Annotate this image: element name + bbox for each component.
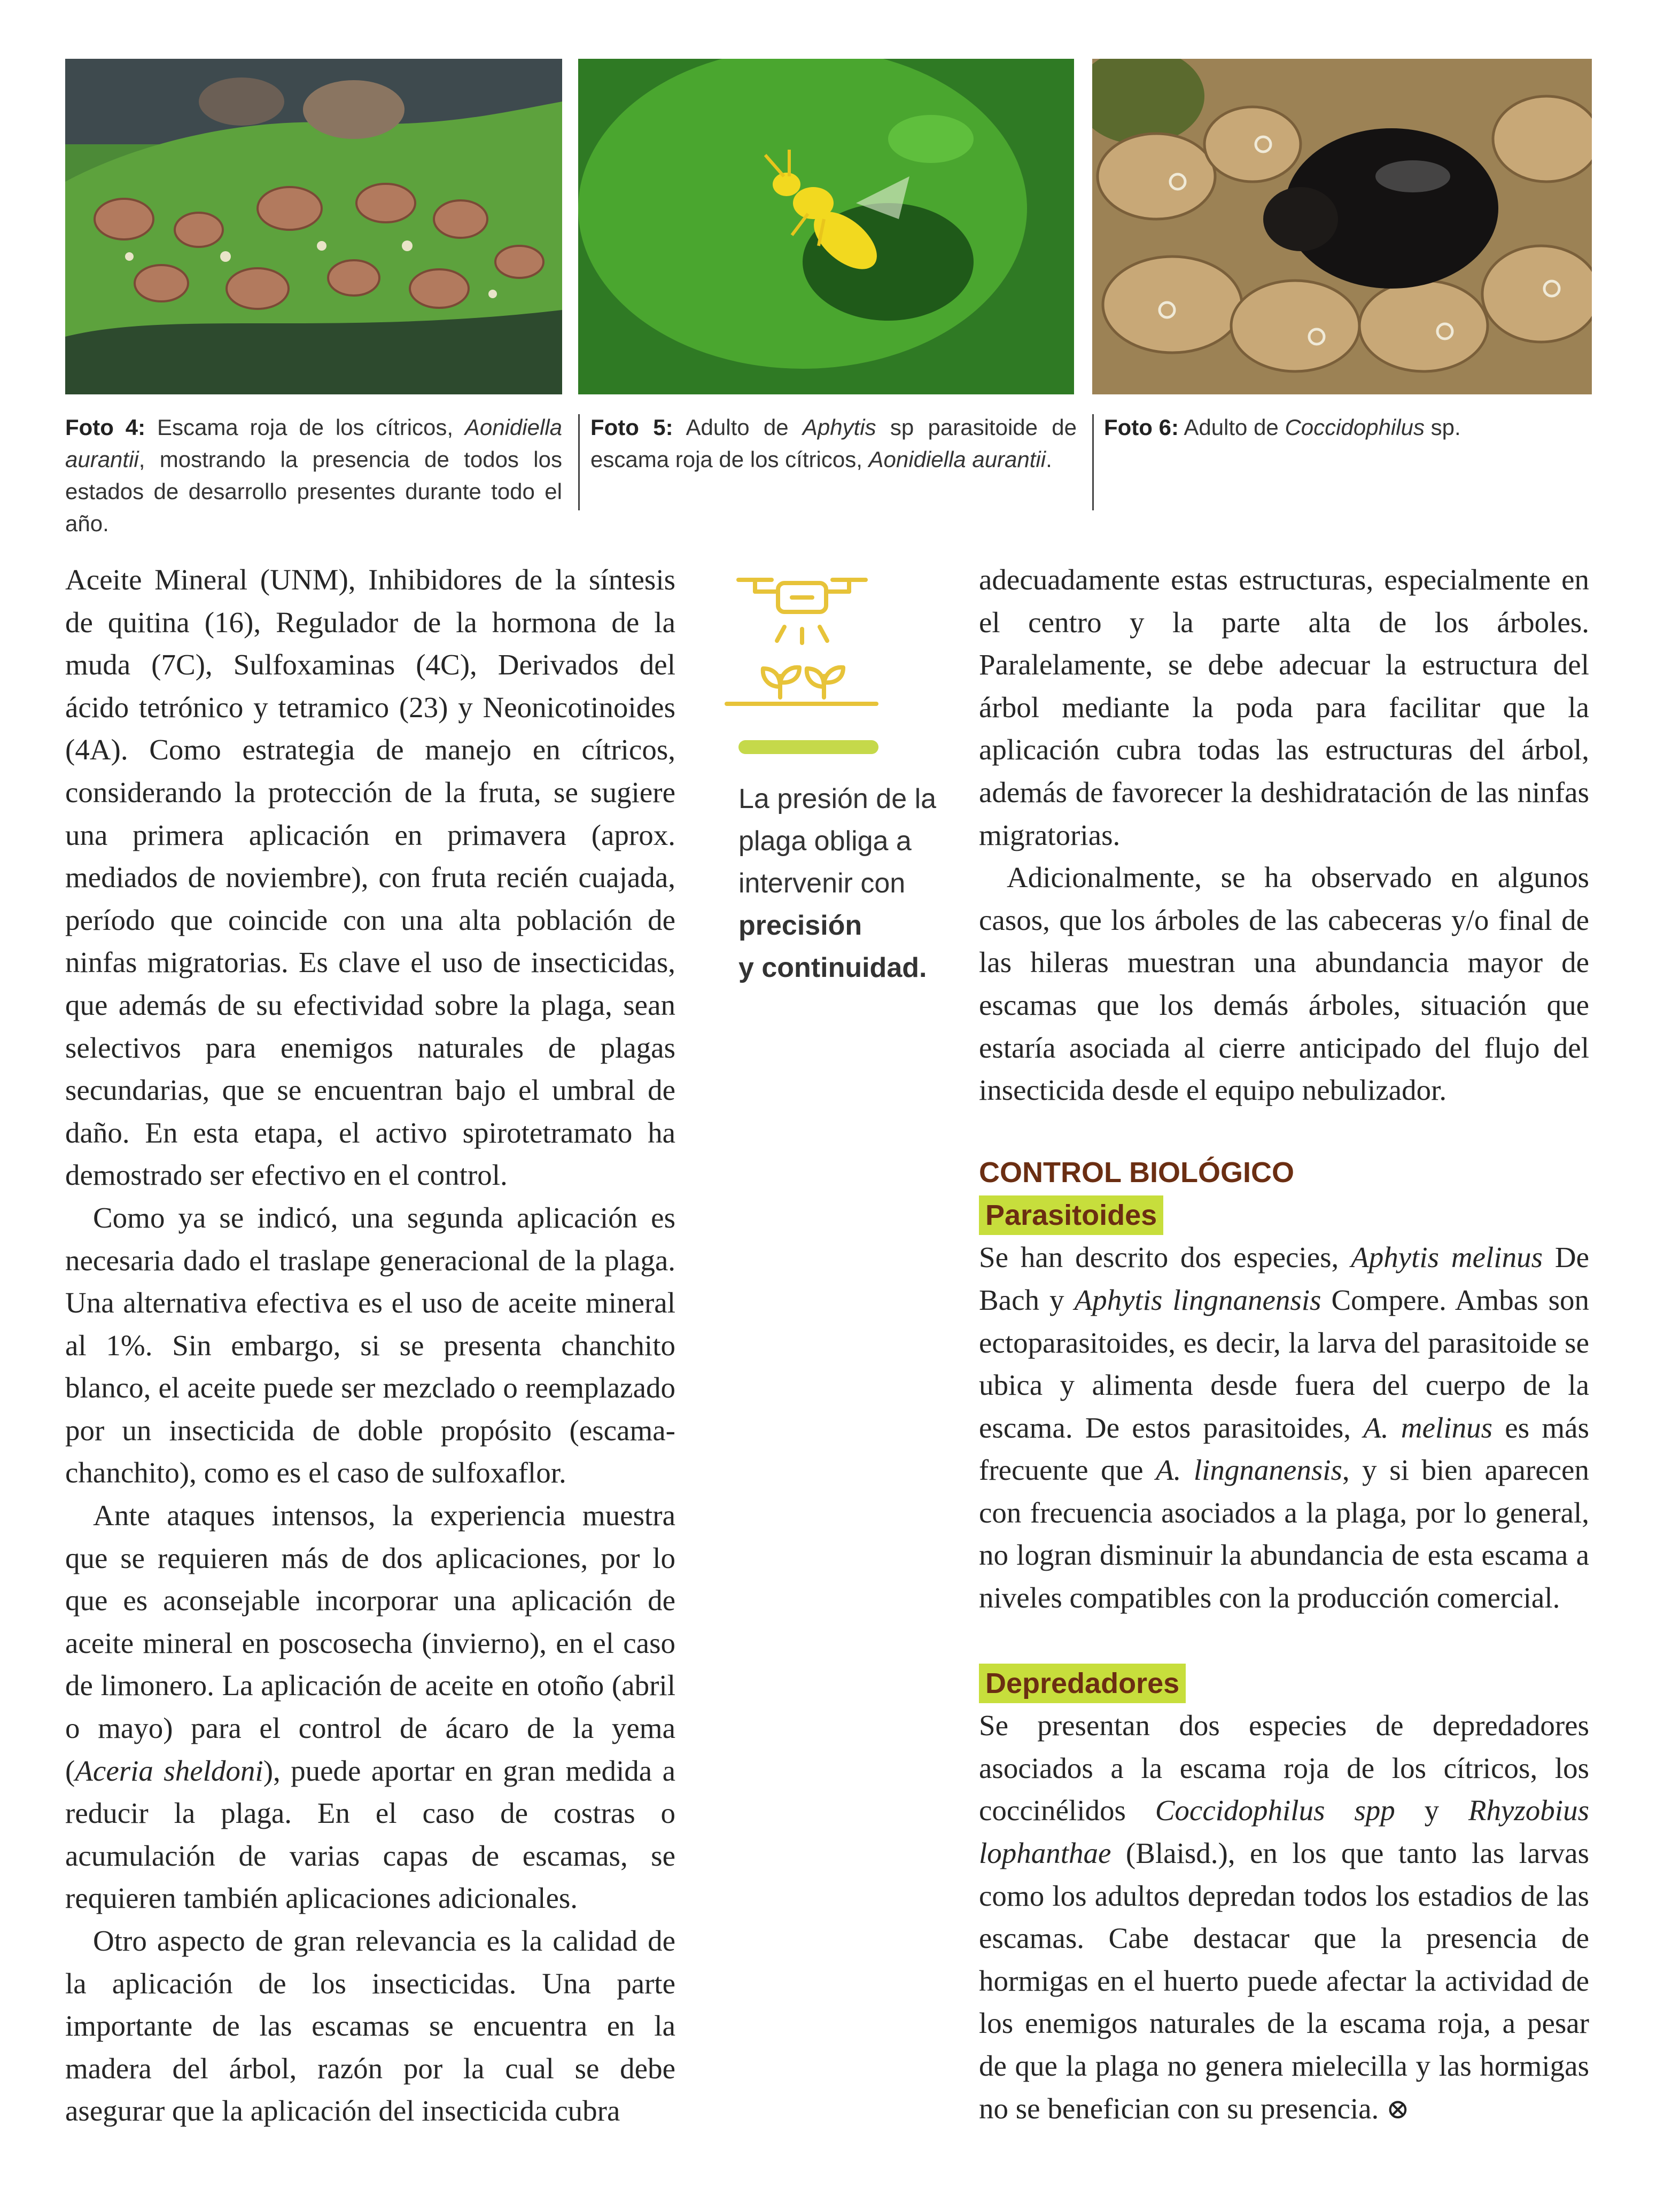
drone-spraying-plants-icon xyxy=(716,564,898,724)
photo5-caption-label: Foto 5: xyxy=(590,415,673,440)
photo5-caption: Foto 5: Adulto de Aphytis sp parasitoide de escama roja de los cítricos, Aonidiella aurantii. xyxy=(590,415,1077,472)
article-right-column xyxy=(979,558,1589,2131)
section-heading-control-biologico: CONTROL BIOLÓGICO xyxy=(979,1156,1294,1189)
subheading-depredadores: Depredadores xyxy=(979,1664,1186,1703)
caption-divider xyxy=(1092,414,1094,510)
photo-scale-on-branch xyxy=(65,59,562,394)
photo6-caption: Foto 6: Adulto de Coccidophilus sp. xyxy=(1104,415,1461,440)
pull-quote xyxy=(716,564,940,989)
paragraph: Otro aspecto de gran relevancia es la calidad de la aplicación de los insecticidas. Una parte importante de las escamas se encuentra en la madera del árbol, razón por la cual se debe asegurar que la aplicación del insecticida cubra xyxy=(65,1924,675,2127)
article-left-column xyxy=(65,558,675,2132)
paragraph: Como ya se indicó, una segunda aplicación es necesaria dado el traslape generacional de la plaga. Una alternativa efectiva es el uso de aceite mineral al 1%. Sin embargo, si se presenta chanchito blanco, el aceite puede ser mezclado o reemplazado por un insecticida de doble propósito (escama-chanchito), como es el caso de sulfoxaflor. xyxy=(65,1201,675,1489)
paragraph: Adicionalmente, se ha observado en algunos casos, que los árboles de las cabeceras y/o final de las hileras muestran una abundancia mayor de escamas que los demás árboles, situación que estaría asociada al cierre anticipado del flujo del insecticida desde el equipo nebulizador. xyxy=(979,861,1589,1107)
paragraph: Aceite Mineral (UNM), Inhibidores de la síntesis de quitina (16), Regulador de la hormona de la muda (7C), Sulfoxaminas (4C), Derivados del ácido tetrónico y tetramico (23) y Neonicotinoides (4A). Como estrategia de manejo en cítricos, considerando la protección de la fruta, se sugiere una primera aplicación en primavera (aprox. mediados de noviembre), con fruta recién cuajada, período que coincide con una alta población de ninfas migratorias. Es clave el uso de insecticidas, que además de su efectividad sobre la plaga, sean selectivos para enemigos naturales de plagas secundarias, que se encuentran bajo el umbral de daño. En esta etapa, el activo spirotetramato ha demostrado ser efectivo en el control. xyxy=(65,563,675,1192)
photo4-caption: Foto 4: Escama roja de los cítricos, Aonidiella aurantii, mostrando la presencia de todos los estados de desarrollo presentes durante todo el año. xyxy=(65,415,563,536)
photo4-caption-label: Foto 4: xyxy=(65,415,146,440)
end-of-article-icon: ⊗ xyxy=(1386,2094,1410,2125)
photo-aphytis-adult xyxy=(578,59,1074,394)
paragraph: Se presentan dos especies de depredadores asociados a la escama roja de los cítricos, los coccinélidos Coccidophilus spp y Rhyzobius lophanthae (Blaisd.), en los que tanto las larvas como los adultos depredan todos los estadios de las escamas. Cabe destacar que la presencia de hormigas en el huerto puede afectar la actividad de los enemigos naturales de la escama roja, a pesar de que la plaga no genera mielecilla y las hormigas no se benefician con su presencia. ⊗ xyxy=(979,1709,1589,2125)
photo-coccidophilus-adult xyxy=(1092,59,1592,394)
callout-text: La presión de la plaga obliga a intervenir con precisión y continuidad. xyxy=(738,783,937,983)
paragraph: adecuadamente estas estructuras, especialmente en el centro y la parte alta de los árboles. Paralelamente, se debe adecuar la estructura del árbol mediante la poda para facilitar que la aplicación cubra todas las estructuras del árbol, además de favorecer la deshidratación de las ninfas migratorias. xyxy=(979,563,1589,851)
photo6-caption-label: Foto 6: xyxy=(1104,415,1179,440)
subheading-parasitoides: Parasitoides xyxy=(979,1195,1163,1235)
callout-accent-bar xyxy=(738,740,878,754)
caption-divider xyxy=(578,414,580,510)
paragraph: Ante ataques intensos, la experiencia muestra que se requieren más de dos aplicaciones, por lo que es aconsejable incorporar una aplicación de aceite mineral en poscosecha (invierno), en el caso de limonero. La aplicación de aceite en otoño (abril o mayo) para el control de ácaro de la yema (Aceria sheldoni), puede aportar en gran medida a reducir la plaga. En el caso de costras o acumulación de varias capas de escamas, se requieren también aplicaciones adicionales. xyxy=(65,1499,675,1915)
paragraph: Se han descrito dos especies, Aphytis melinus De Bach y Aphytis lingnanensis Compere. Ambas son ectoparasitoides, es decir, la larva del parasitoide se ubica y alimenta desde fuera del cuerpo de la escama. De estos parasitoides, A. melinus es más frecuente que A. lingnanensis, y si bien aparecen con frecuencia asociados a la plaga, por lo general, no logran disminuir la abundancia de esta escama a niveles compatibles con la producción comercial. xyxy=(979,1241,1590,1614)
